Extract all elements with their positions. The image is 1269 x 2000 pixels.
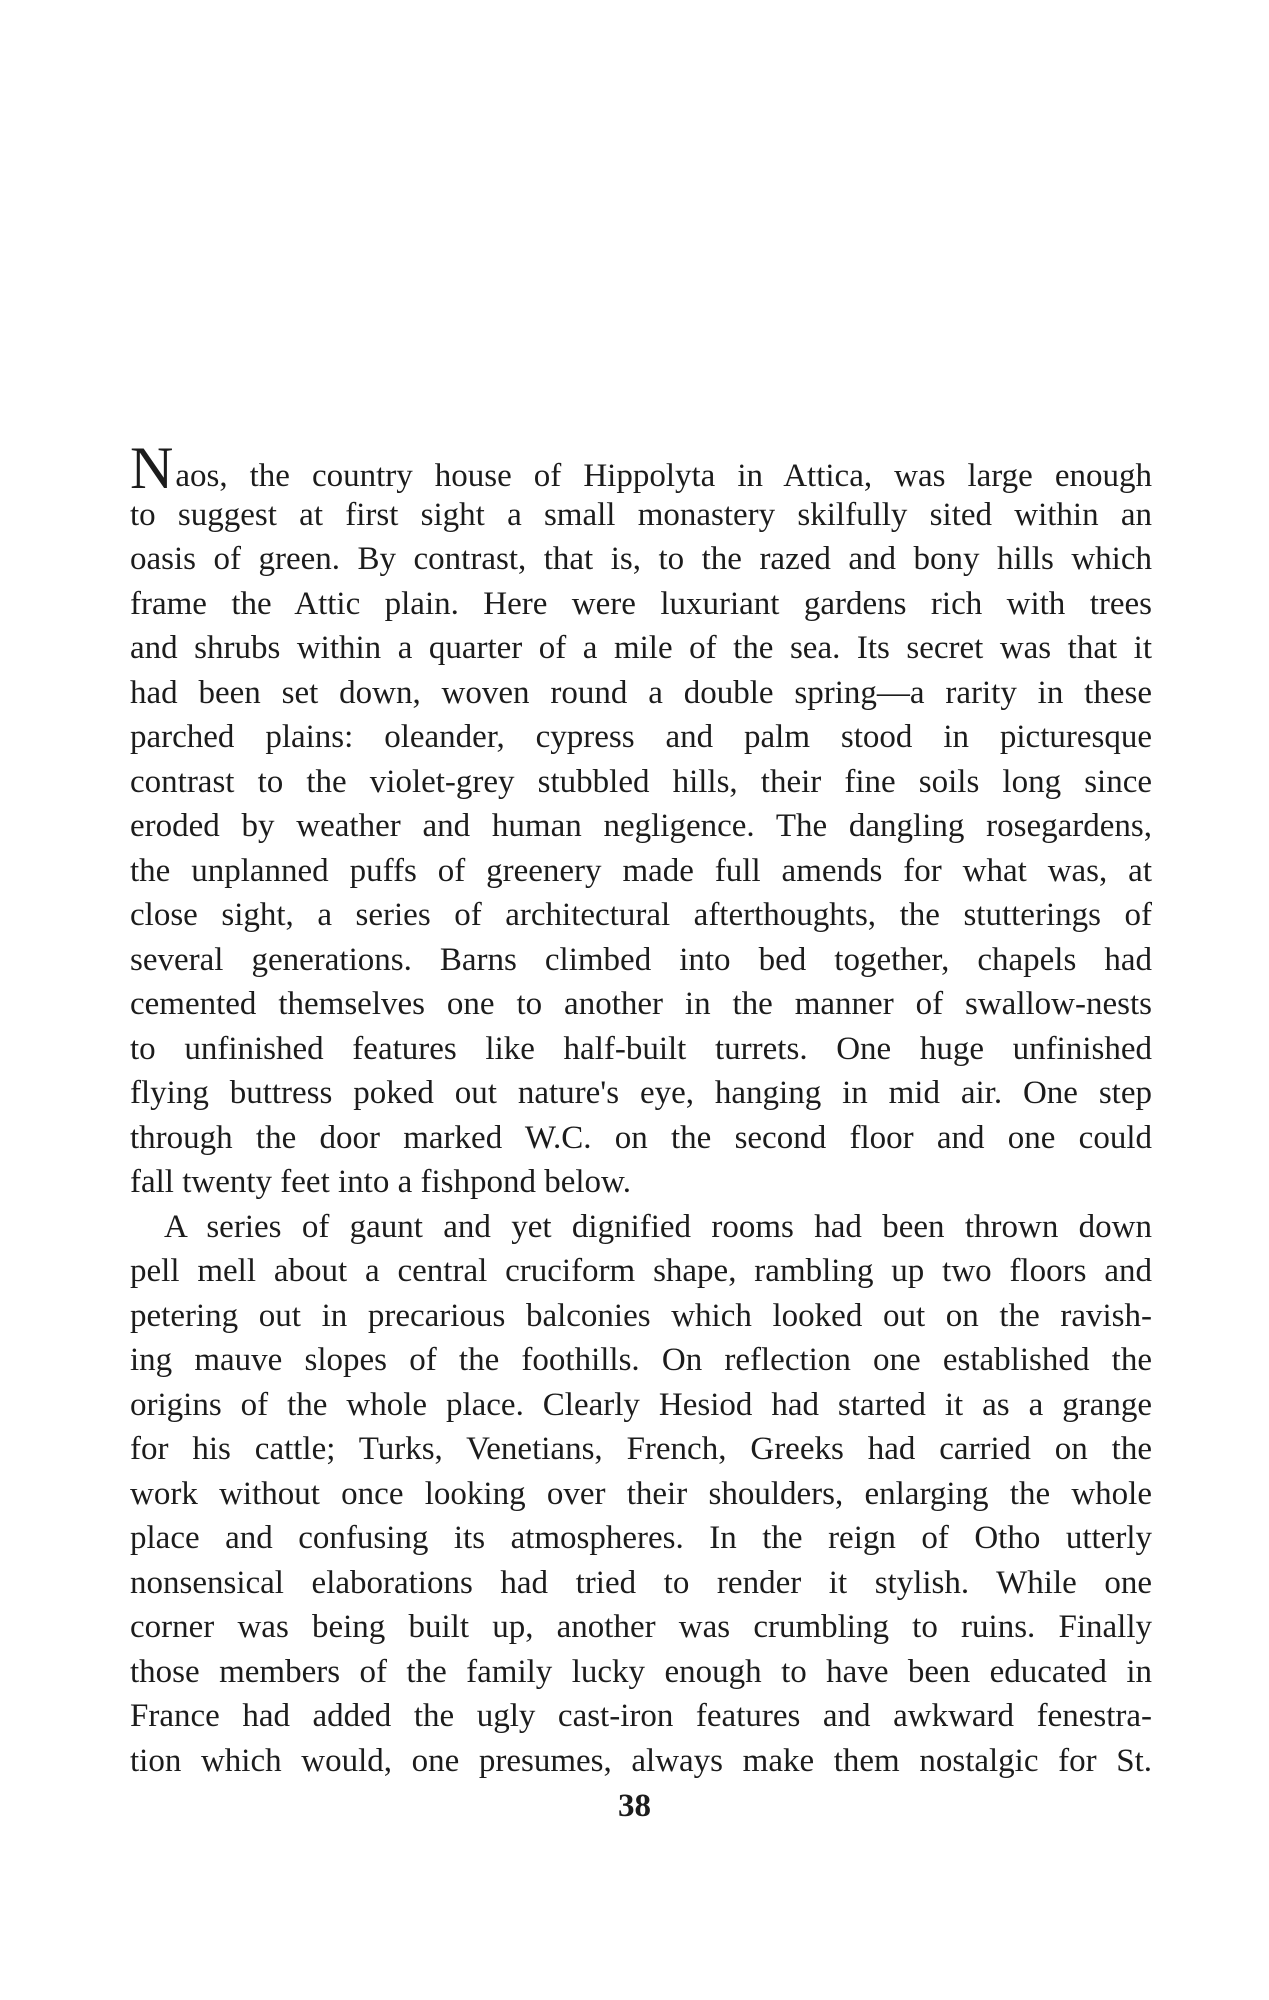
text-line: pell mell about a central cruciform shape, rambling up two floors and [130, 1253, 1152, 1289]
drop-cap: N [130, 435, 174, 501]
text-line: France had added the ugly cast-iron features and awkward fenestra- [130, 1698, 1152, 1734]
text-line: those members of the family lucky enough to have been educated in [130, 1653, 1152, 1690]
text-line: close sight, a series of architectural afterthoughts, the stutterings of [130, 897, 1152, 933]
text-line: ing mauve slopes of the foothills. On reflection one established the [130, 1342, 1152, 1378]
text-line: for his cattle; Turks, Venetians, French, Greeks had carried on the [130, 1431, 1152, 1467]
text-line: A series of gaunt and yet dignified rooms had been thrown down [164, 1208, 1152, 1245]
text-line: eroded by weather and human negligence. The dangling rosegardens, [130, 808, 1152, 844]
body-text [130, 435, 1152, 1783]
text-line: to suggest at first sight a small monastery skilfully sited within an [130, 496, 1152, 533]
text-line: origins of the whole place. Clearly Hesiod had started it as a grange [130, 1386, 1152, 1423]
text-line: cemented themselves one to another in the manner of swallow-nests [130, 986, 1152, 1022]
text-line: work without once looking over their shoulders, enlarging the whole [130, 1475, 1152, 1512]
text-line: had been set down, woven round a double spring—a rarity in these [130, 674, 1152, 711]
text-line: through the door marked W.C. on the second floor and one could [130, 1119, 1152, 1156]
text-line: place and confusing its atmospheres. In the reign of Otho utterly [130, 1520, 1152, 1556]
text-line: contrast to the violet-grey stubbled hills, their fine soils long since [130, 763, 1152, 800]
text-line: frame the Attic plain. Here were luxuriant gardens rich with trees [130, 585, 1152, 622]
text-line: parched plains: oleander, cypress and palm stood in picturesque [130, 719, 1152, 755]
text-line: petering out in precarious balconies which looked out on the ravish- [130, 1297, 1152, 1334]
text-line: the unplanned puffs of greenery made full amends for what was, at [130, 852, 1152, 889]
text-line: fall twenty feet into a fishpond below. [130, 1164, 631, 1200]
text-line [130, 435, 1152, 501]
text-line: to unfinished features like half-built turrets. One huge unfinished [130, 1030, 1152, 1067]
text-line: nonsensical elaborations had tried to render it stylish. While one [130, 1564, 1152, 1601]
text-line: several generations. Barns climbed into bed together, chapels had [130, 941, 1152, 978]
text-line: tion which would, one presumes, always make them nostalgic for St. [130, 1742, 1152, 1779]
text-line: corner was being built up, another was crumbling to ruins. Finally [130, 1609, 1152, 1645]
text-line: flying buttress poked out nature's eye, hanging in mid air. One step [130, 1075, 1152, 1111]
text-line-content: aos, the country house of Hippolyta in Attica, was large enough [175, 458, 1152, 494]
text-line: oasis of green. By contrast, that is, to the razed and bony hills which [130, 541, 1152, 577]
text-line: and shrubs within a quarter of a mile of the sea. Its secret was that it [130, 630, 1152, 666]
page-number: 38 [618, 1788, 651, 1824]
